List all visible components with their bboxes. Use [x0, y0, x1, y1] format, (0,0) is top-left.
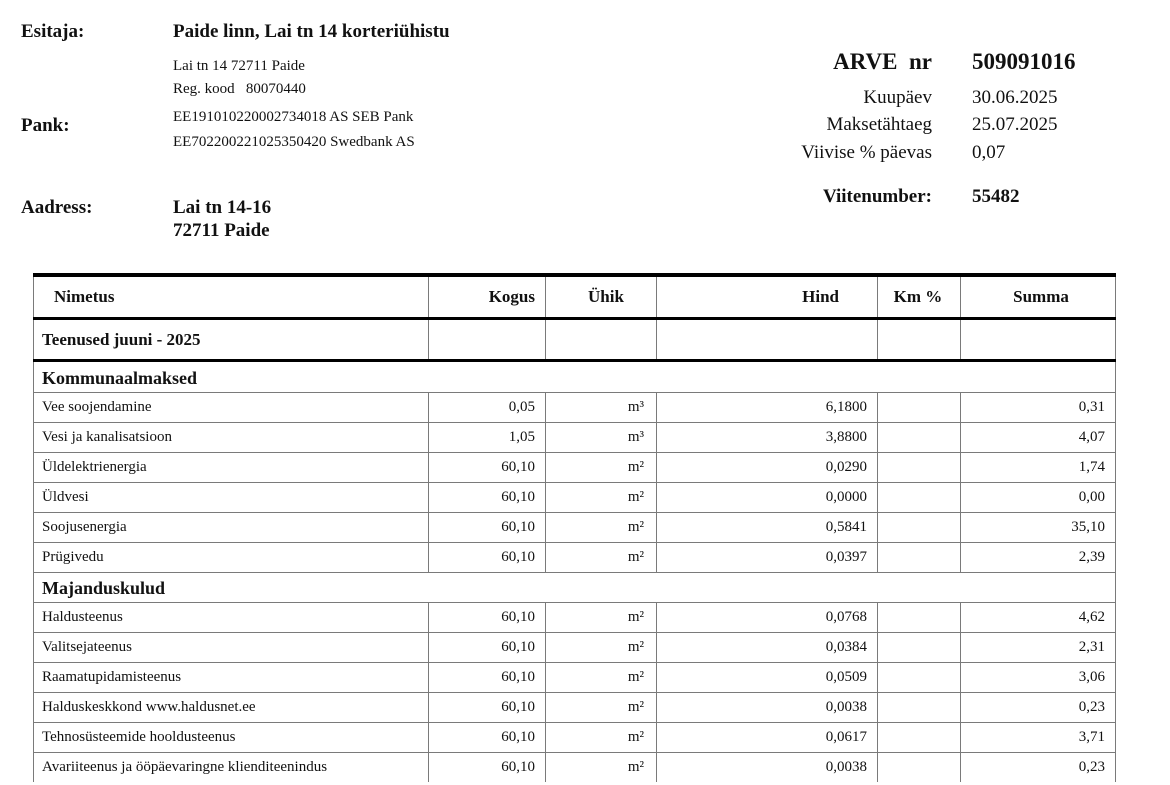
item-sum: 0,00 — [961, 483, 1116, 512]
item-price: 0,0617 — [657, 723, 878, 752]
item-unit: m² — [546, 453, 657, 482]
table-row — [33, 692, 1116, 722]
item-price: 0,5841 — [657, 513, 878, 542]
item-quantity: 60,10 — [429, 543, 546, 572]
item-vat — [878, 753, 961, 782]
item-vat — [878, 393, 961, 422]
item-vat — [878, 693, 961, 722]
issuer-address: Lai tn 14 72711 Paide — [173, 58, 305, 74]
bank-account-1: EE191010220002734018 AS SEB Pank — [173, 109, 414, 125]
item-unit: m² — [546, 603, 657, 632]
invoice-table — [33, 273, 1116, 775]
table-row — [33, 512, 1116, 542]
item-quantity: 60,10 — [429, 693, 546, 722]
item-name: Avariiteenus ja ööpäevaringne klienditeenindus — [33, 753, 429, 782]
issuer-name: Paide linn, Lai tn 14 korteriühistu — [173, 21, 450, 42]
invoice-due-date: 25.07.2025 — [972, 114, 1058, 135]
item-name: Raamatupidamisteenus — [33, 663, 429, 692]
item-unit: m² — [546, 753, 657, 782]
item-price: 6,1800 — [657, 393, 878, 422]
invoice-title: ARVE nr — [833, 49, 932, 74]
header-price: Hind — [657, 277, 878, 317]
period-empty-cell — [657, 320, 878, 359]
invoice-due-label: Maksetähtaeg — [826, 114, 932, 135]
table-row — [33, 422, 1116, 452]
item-vat — [878, 603, 961, 632]
header-vat: Km % — [878, 277, 961, 317]
penalty-rate-label: Viivise % päevas — [801, 142, 932, 163]
header-name: Nimetus — [33, 277, 429, 317]
item-quantity: 60,10 — [429, 453, 546, 482]
table-row — [33, 662, 1116, 692]
issuer-label: Esitaja: — [21, 21, 85, 42]
table-row — [33, 632, 1116, 662]
item-name: Soojusenergia — [33, 513, 429, 542]
item-unit: m² — [546, 633, 657, 662]
item-quantity: 60,10 — [429, 513, 546, 542]
address-line-1: Lai tn 14-16 — [173, 197, 272, 218]
item-price: 0,0768 — [657, 603, 878, 632]
invoice-number: 509091016 — [972, 49, 1076, 74]
item-name: Valitsejateenus — [33, 633, 429, 662]
item-vat — [878, 663, 961, 692]
item-quantity: 60,10 — [429, 753, 546, 782]
period-empty-cell — [429, 320, 546, 359]
group-heading: Majanduskulud — [33, 572, 1116, 602]
penalty-rate: 0,07 — [972, 142, 1006, 163]
item-name: Haldusteenus — [33, 603, 429, 632]
item-unit: m² — [546, 483, 657, 512]
item-name: Vee soojendamine — [33, 393, 429, 422]
invoice-date: 30.06.2025 — [972, 87, 1058, 108]
header-unit: Ühik — [546, 277, 657, 317]
item-price: 0,0509 — [657, 663, 878, 692]
period-empty-cell — [961, 320, 1116, 359]
item-name: Üldvesi — [33, 483, 429, 512]
item-unit: m³ — [546, 393, 657, 422]
table-row — [33, 452, 1116, 482]
item-quantity: 0,05 — [429, 393, 546, 422]
reference-number: 55482 — [972, 186, 1020, 207]
reference-number-label: Viitenumber: — [822, 186, 932, 207]
cut-off-row-wrapper — [33, 752, 1116, 775]
bank-label: Pank: — [21, 115, 70, 136]
item-sum: 35,10 — [961, 513, 1116, 542]
item-price: 0,0000 — [657, 483, 878, 512]
period-label: Teenused juuni - 2025 — [33, 320, 429, 359]
item-price: 0,0038 — [657, 693, 878, 722]
address-line-2: 72711 Paide — [173, 220, 270, 241]
item-price: 0,0384 — [657, 633, 878, 662]
table-row — [33, 752, 1116, 782]
table-header-row — [33, 277, 1116, 317]
item-unit: m² — [546, 543, 657, 572]
item-price: 3,8800 — [657, 423, 878, 452]
header-sum: Summa — [961, 277, 1116, 317]
item-sum: 3,06 — [961, 663, 1116, 692]
item-unit: m² — [546, 513, 657, 542]
item-quantity: 60,10 — [429, 663, 546, 692]
table-row — [33, 482, 1116, 512]
item-vat — [878, 723, 961, 752]
item-sum: 2,31 — [961, 633, 1116, 662]
item-quantity: 60,10 — [429, 603, 546, 632]
item-name: Halduskeskkond www.haldusnet.ee — [33, 693, 429, 722]
item-price: 0,0290 — [657, 453, 878, 482]
item-unit: m² — [546, 663, 657, 692]
group-heading: Kommunaalmaksed — [33, 362, 1116, 392]
item-unit: m³ — [546, 423, 657, 452]
item-sum: 2,39 — [961, 543, 1116, 572]
item-quantity: 60,10 — [429, 723, 546, 752]
item-sum: 3,71 — [961, 723, 1116, 752]
item-vat — [878, 543, 961, 572]
item-sum: 1,74 — [961, 453, 1116, 482]
item-sum: 4,62 — [961, 603, 1116, 632]
item-sum: 0,23 — [961, 753, 1116, 782]
item-sum: 4,07 — [961, 423, 1116, 452]
period-empty-cell — [546, 320, 657, 359]
issuer-reg-code: Reg. kood 80070440 — [173, 81, 306, 97]
header-quantity: Kogus — [429, 277, 546, 317]
item-name: Tehnosüsteemide hooldusteenus — [33, 723, 429, 752]
table-row — [33, 392, 1116, 422]
item-unit: m² — [546, 693, 657, 722]
item-quantity: 60,10 — [429, 483, 546, 512]
bank-account-2: EE702200221025350420 Swedbank AS — [173, 134, 415, 150]
item-name: Prügivedu — [33, 543, 429, 572]
item-quantity: 60,10 — [429, 633, 546, 662]
item-name: Üldelektrienergia — [33, 453, 429, 482]
item-unit: m² — [546, 723, 657, 752]
item-vat — [878, 633, 961, 662]
item-vat — [878, 423, 961, 452]
item-price: 0,0397 — [657, 543, 878, 572]
table-row — [33, 722, 1116, 752]
table-row — [33, 602, 1116, 632]
item-name: Vesi ja kanalisatsioon — [33, 423, 429, 452]
item-sum: 0,23 — [961, 693, 1116, 722]
invoice-date-label: Kuupäev — [863, 87, 932, 108]
item-vat — [878, 513, 961, 542]
period-empty-cell — [878, 320, 961, 359]
address-label: Aadress: — [21, 197, 93, 218]
item-price: 0,0038 — [657, 753, 878, 782]
table-row — [33, 542, 1116, 572]
item-quantity: 1,05 — [429, 423, 546, 452]
period-row — [33, 320, 1116, 359]
item-vat — [878, 453, 961, 482]
item-sum: 0,31 — [961, 393, 1116, 422]
item-vat — [878, 483, 961, 512]
